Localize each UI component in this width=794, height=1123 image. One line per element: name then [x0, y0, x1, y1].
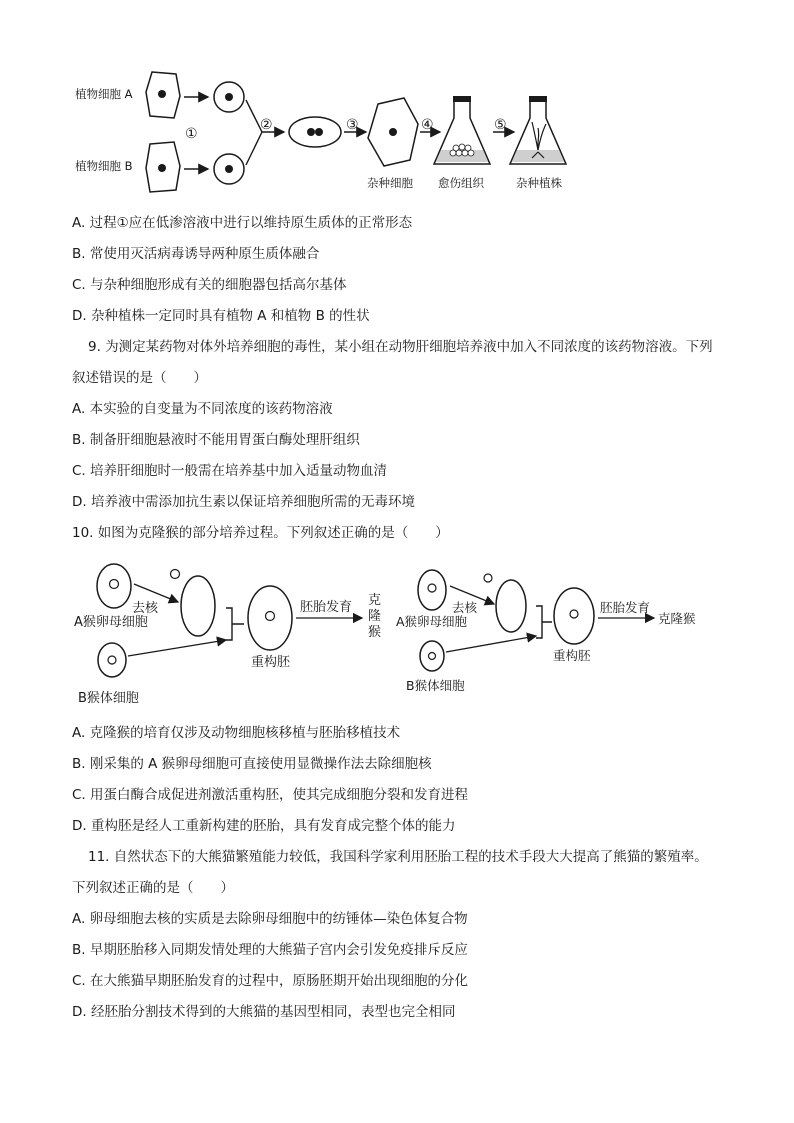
q11-stem-line2: 下列叙述正确的是（ ） — [72, 880, 234, 896]
right-b-somatic-label: B猴体细胞 — [406, 678, 465, 693]
q11-option-a: A. 卵母细胞去核的实质是去除卵母细胞中的纺锤体—染色体复合物 — [72, 911, 468, 927]
q10-option-c: C. 用蛋白酶合成促进剂激活重构胚，使其完成细胞分裂和发育进程 — [72, 787, 469, 803]
q9-stem-line2: 叙述错误的是（ ） — [72, 370, 207, 386]
left-removed-nucleus — [171, 570, 180, 579]
left-a-oocyte-label: A猴卵母细胞 — [74, 615, 148, 630]
step-3-label: ③ — [346, 117, 359, 133]
right-somatic-arrow — [446, 636, 536, 652]
q8-option-c: C. 与杂种细胞形成有关的细胞器包括高尔基体 — [72, 277, 347, 293]
left-somatic-arrow — [128, 640, 226, 656]
right-enucleate-label: 去核 — [452, 600, 478, 615]
hybrid-cell-label: 杂种细胞 — [367, 176, 413, 190]
left-clone-label-3: 猴 — [368, 625, 382, 640]
left-reconstructed-embryo — [248, 586, 292, 650]
q8-option-b: B. 常使用灭活病毒诱导两种原生质体融合 — [72, 246, 320, 262]
left-clone-label-2: 隆 — [368, 609, 382, 624]
q9-option-c: C. 培养肝细胞时一般需在培养基中加入适量动物血清 — [72, 463, 388, 479]
hybrid-plant-label: 杂种植株 — [516, 176, 562, 190]
left-clone-label-1: 克 — [368, 593, 382, 608]
right-enucleated-oocyte — [496, 580, 526, 632]
step-1-label: ① — [185, 126, 198, 142]
callus-flask-stopper — [453, 96, 471, 102]
right-reconstructed-nucleus — [570, 610, 578, 618]
right-a-oocyte-label: A猴卵母细胞 — [396, 614, 468, 629]
q10-option-b: B. 刚采集的 A 猴卵母细胞可直接使用显微操作法去除细胞核 — [72, 756, 432, 772]
left-enucleated-oocyte — [181, 576, 215, 636]
q9-option-a: A. 本实验的自变量为不同浓度的该药物溶液 — [72, 401, 333, 417]
q10-option-a: A. 克隆猴的培育仅涉及动物细胞核移植与胚胎移植技术 — [72, 725, 401, 741]
right-reconstructed-label: 重构胚 — [553, 648, 591, 663]
fusing-nucleus-2 — [315, 128, 323, 136]
step-4-label: ④ — [421, 117, 434, 133]
left-reconstructed-nucleus — [266, 612, 275, 621]
left-b-somatic-nucleus — [108, 656, 116, 664]
plant-medium — [512, 150, 564, 162]
q11-stem-line1: 11. 自然状态下的大熊猫繁殖能力较低，我国科学家利用胚胎工程的技术手段大大提高了熊猫的繁殖率。 — [88, 849, 708, 865]
q11-option-d: D. 经胚胎分割技术得到的大熊猫的基因型相同，表型也完全相同 — [72, 1004, 456, 1020]
left-merge-bracket — [226, 608, 244, 640]
right-clone-label: 克隆猴 — [658, 611, 696, 626]
callus-label: 愈伤组织 — [438, 176, 484, 190]
left-enucleate-label: 去核 — [132, 601, 159, 616]
right-a-oocyte — [418, 570, 446, 610]
left-b-somatic-label: B猴体细胞 — [78, 691, 139, 706]
q11-option-c: C. 在大熊猫早期胚胎发育的过程中，原肠胚期开始出现细胞的分化 — [72, 973, 469, 989]
left-a-oocyte — [97, 564, 131, 608]
left-enucleate-arrow — [134, 584, 178, 602]
q9-option-d: D. 培养液中需添加抗生素以保证培养细胞所需的无毒环境 — [72, 494, 415, 510]
protoplast-b-nucleus — [225, 165, 233, 173]
protoplast-a-nucleus — [225, 93, 233, 101]
plant-flask-stopper — [529, 96, 547, 102]
q10-stem: 10. 如图为克隆猴的部分培养过程。下列叙述正确的是（ ） — [72, 525, 449, 541]
right-a-oocyte-nucleus — [428, 584, 436, 592]
q8-option-a: A. 过程①应在低渗溶液中进行以维持原生质体的正常形态 — [72, 215, 413, 231]
hybrid-cell-nucleus — [389, 128, 397, 136]
right-b-somatic-cell — [420, 641, 444, 671]
plant-cell-b-label: 植物细胞 B — [75, 159, 133, 173]
step-5-label: ⑤ — [494, 117, 507, 133]
plant-cell-a-label: 植物细胞 A — [75, 87, 133, 101]
step-2-label: ② — [260, 117, 273, 133]
fusing-nucleus-1 — [307, 128, 315, 136]
left-b-somatic-cell — [98, 643, 126, 677]
right-merge-bracket — [536, 606, 552, 638]
callus-tissue — [450, 144, 474, 156]
right-reconstructed-embryo — [554, 588, 594, 644]
right-removed-nucleus — [484, 574, 492, 582]
left-development-label: 胚胎发育 — [300, 600, 353, 615]
q8-option-d: D. 杂种植株一定同时具有植物 A 和植物 B 的性状 — [72, 308, 370, 324]
right-b-somatic-nucleus — [429, 653, 436, 660]
cloned-monkey-figure — [0, 556, 794, 716]
plant-cell-b-nucleus — [158, 164, 166, 172]
q9-option-b: B. 制备肝细胞悬液时不能用胃蛋白酶处理肝组织 — [72, 432, 360, 448]
left-a-oocyte-nucleus — [110, 580, 119, 589]
right-development-label: 胚胎发育 — [600, 600, 651, 615]
plant-cell-a-nucleus — [158, 90, 166, 98]
q9-stem-line1: 9. 为测定某药物对体外培养细胞的毒性，某小组在动物肝细胞培养液中加入不同浓度的该药物溶液。下列 — [88, 339, 713, 355]
left-reconstructed-label: 重构胚 — [251, 655, 291, 670]
q11-option-b: B. 早期胚胎移入同期发情处理的大熊猫子宫内会引发免疫排斥反应 — [72, 942, 468, 958]
plant-hybridization-figure — [0, 0, 794, 200]
q10-option-d: D. 重构胚是经人工重新构建的胚胎，具有发育成完整个体的能力 — [72, 818, 456, 834]
